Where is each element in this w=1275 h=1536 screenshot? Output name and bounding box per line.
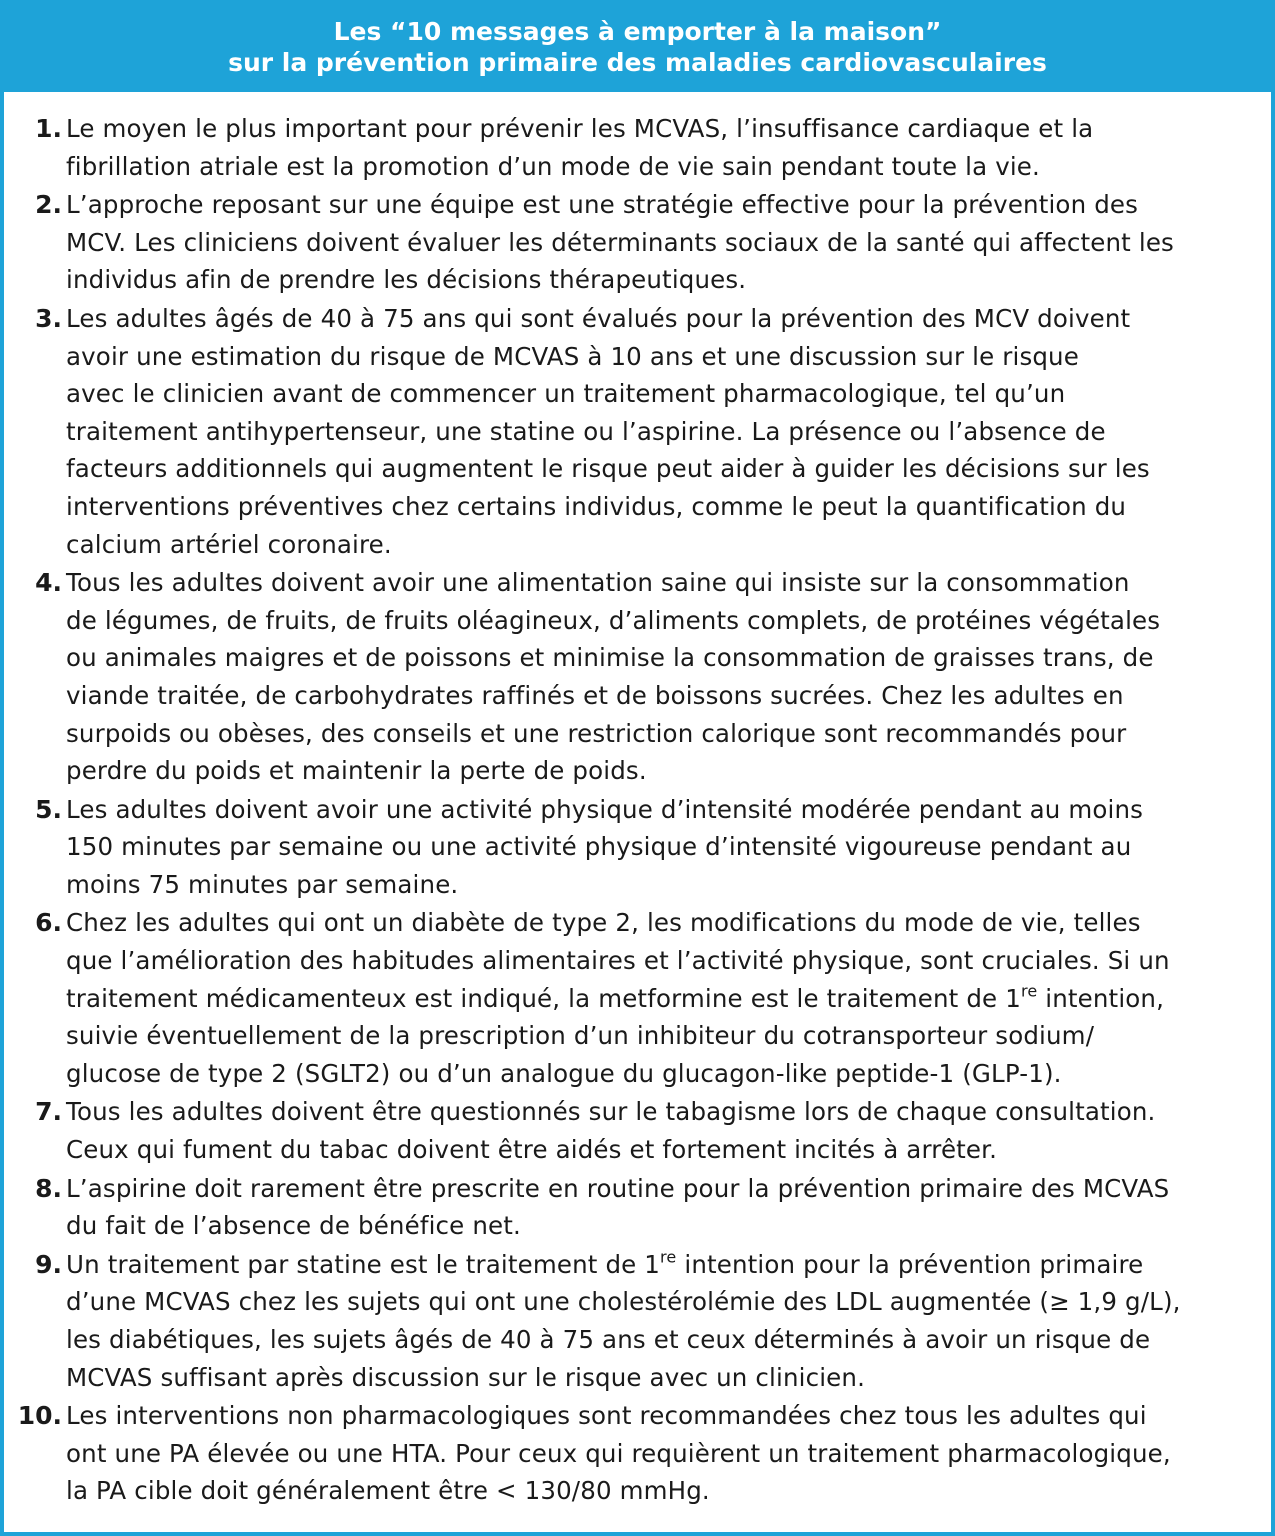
item-text-line: viande traitée, de carbohydrates raffinés et de boissons sucrées. Chez les adultes en	[66, 680, 1124, 710]
item-text-line: du fait de l’absence de bénéfice net.	[66, 1211, 521, 1241]
item-number: 2.	[35, 190, 62, 220]
item-text-line: Ceux qui fument du tabac doivent être aidés et fortement incités à arrêter.	[66, 1135, 998, 1165]
item-text-line: L’approche reposant sur une équipe est une stratégie effective pour la prévention des	[66, 190, 1139, 220]
header-title-line-1: Les “10 messages à emporter à la maison”	[333, 17, 942, 46]
item-text-fragment: Un traitement par statine est le traitement de 1	[66, 1249, 661, 1279]
list-item	[4, 110, 1271, 185]
item-text-line: ont une PA élevée ou une HTA. Pour ceux qui requièrent un traitement pharmacologique,	[66, 1438, 1171, 1468]
superscript-ordinal: re	[660, 1247, 677, 1267]
messages-list	[4, 110, 1271, 1511]
item-text-line: interventions préventives chez certains individus, comme le peut la quantification du	[66, 491, 1127, 521]
list-item	[4, 564, 1271, 790]
item-text-line: Les interventions non pharmacologiques sont recommandées chez tous les adultes qui	[66, 1401, 1147, 1431]
item-text-line	[66, 1246, 1271, 1284]
item-text-line: Les adultes âgés de 40 à 75 ans qui sont évalués pour la prévention des MCV doivent	[66, 303, 1131, 333]
list-item	[4, 1246, 1271, 1396]
item-text-fragment: intention,	[1037, 983, 1165, 1013]
item-number: 4.	[35, 568, 62, 598]
item-text-line: de légumes, de fruits, de fruits oléagineux, d’aliments complets, de protéines végétales	[66, 605, 1161, 635]
list-item	[4, 904, 1271, 1092]
item-text-fragment: traitement médicamenteux est indiqué, la metformine est le traitement de 1	[66, 983, 1021, 1013]
list-item	[4, 1093, 1271, 1168]
item-text-line: avoir une estimation du risque de MCVAS à 10 ans et une discussion sur le risque	[66, 341, 1079, 371]
list-item	[4, 791, 1271, 904]
list-item	[4, 1170, 1271, 1245]
item-number: 7.	[35, 1097, 62, 1127]
list-item	[4, 186, 1271, 299]
item-text-line: Tous les adultes doivent être questionnés sur le tabagisme lors de chaque consultation.	[66, 1097, 1156, 1127]
item-text-line	[66, 980, 1271, 1018]
item-text-line: Tous les adultes doivent avoir une alimentation saine qui insiste sur la consommation	[66, 568, 1130, 598]
item-text-line: 150 minutes par semaine ou une activité physique d’intensité vigoureuse pendant au	[66, 832, 1132, 862]
list-item	[4, 1397, 1271, 1510]
item-text-line: MCVAS suffisant après discussion sur le risque avec un clinicien.	[66, 1362, 866, 1392]
item-text-line: suivie éventuellement de la prescription d’un inhibiteur du cotransporteur sodium/	[66, 1021, 1095, 1051]
item-text-line: moins 75 minutes par semaine.	[66, 869, 459, 899]
box-header	[4, 4, 1271, 92]
item-number: 1.	[35, 114, 62, 143]
item-text-line: calcium artériel coronaire.	[66, 529, 392, 559]
item-number: 8.	[35, 1173, 62, 1203]
item-text-line: facteurs additionnels qui augmentent le risque peut aider à guider les décisions sur les	[66, 454, 1150, 484]
item-text-line: traitement antihypertenseur, une statine ou l’aspirine. La présence ou l’absence de	[66, 416, 1106, 446]
item-text-line: individus afin de prendre les décisions thérapeutiques.	[66, 265, 747, 295]
item-text-line: Chez les adultes qui ont un diabète de type 2, les modifications du mode de vie, telles	[66, 908, 1141, 938]
superscript-ordinal: re	[1020, 981, 1038, 1001]
item-text-line: fibrillation atriale est la promotion d’un mode de vie sain pendant toute la vie.	[66, 151, 1040, 181]
item-text-line: les diabétiques, les sujets âgés de 40 à 75 ans et ceux déterminés à avoir un risque de	[66, 1325, 1151, 1354]
item-text-line: avec le clinicien avant de commencer un traitement pharmacologique, tel qu’un	[66, 379, 1066, 409]
item-text-line: MCV. Les cliniciens doivent évaluer les déterminants sociaux de la santé qui affectent les	[66, 227, 1174, 257]
item-number: 3.	[35, 303, 62, 333]
item-number: 6.	[35, 908, 62, 938]
item-text-line: L’aspirine doit rarement être prescrite en routine pour la prévention primaire des MCVAS	[66, 1173, 1170, 1203]
list-item	[4, 300, 1271, 563]
item-text-line: surpoids ou obèses, des conseils et une restriction calorique sont recommandés pour	[66, 718, 1127, 748]
item-text-line: perdre du poids et maintenir la perte de poids.	[66, 756, 647, 786]
item-text-line: ou animales maigres et de poissons et minimise la consommation de graisses trans, de	[66, 643, 1154, 673]
header-title-line-2: sur la prévention primaire des maladies cardiovasculaires	[228, 48, 1047, 77]
item-text-line: Les adultes doivent avoir une activité physique d’intensité modérée pendant au moins	[66, 794, 1144, 824]
item-text-line: d’une MCVAS chez les sujets qui ont une cholestérolémie des LDL augmentée (≥ 1,9 g/L),	[66, 1287, 1181, 1317]
item-number: 10.	[17, 1401, 62, 1431]
item-text-line: glucose de type 2 (SGLT2) ou d’un analogue du glucagon-like peptide-1 (GLP-1).	[66, 1058, 1062, 1088]
item-text-line: la PA cible doit généralement être < 130/80 mmHg.	[66, 1476, 710, 1506]
item-number: 9.	[35, 1249, 62, 1279]
item-number: 5.	[35, 794, 62, 824]
item-text-line: que l’amélioration des habitudes alimentaires et l’activité physique, sont cruciales. Si un	[66, 946, 1170, 976]
item-text-line: Le moyen le plus important pour prévenir les MCVAS, l’insuffisance cardiaque et la	[66, 114, 1094, 143]
item-text-fragment: intention pour la prévention primaire	[676, 1249, 1144, 1279]
